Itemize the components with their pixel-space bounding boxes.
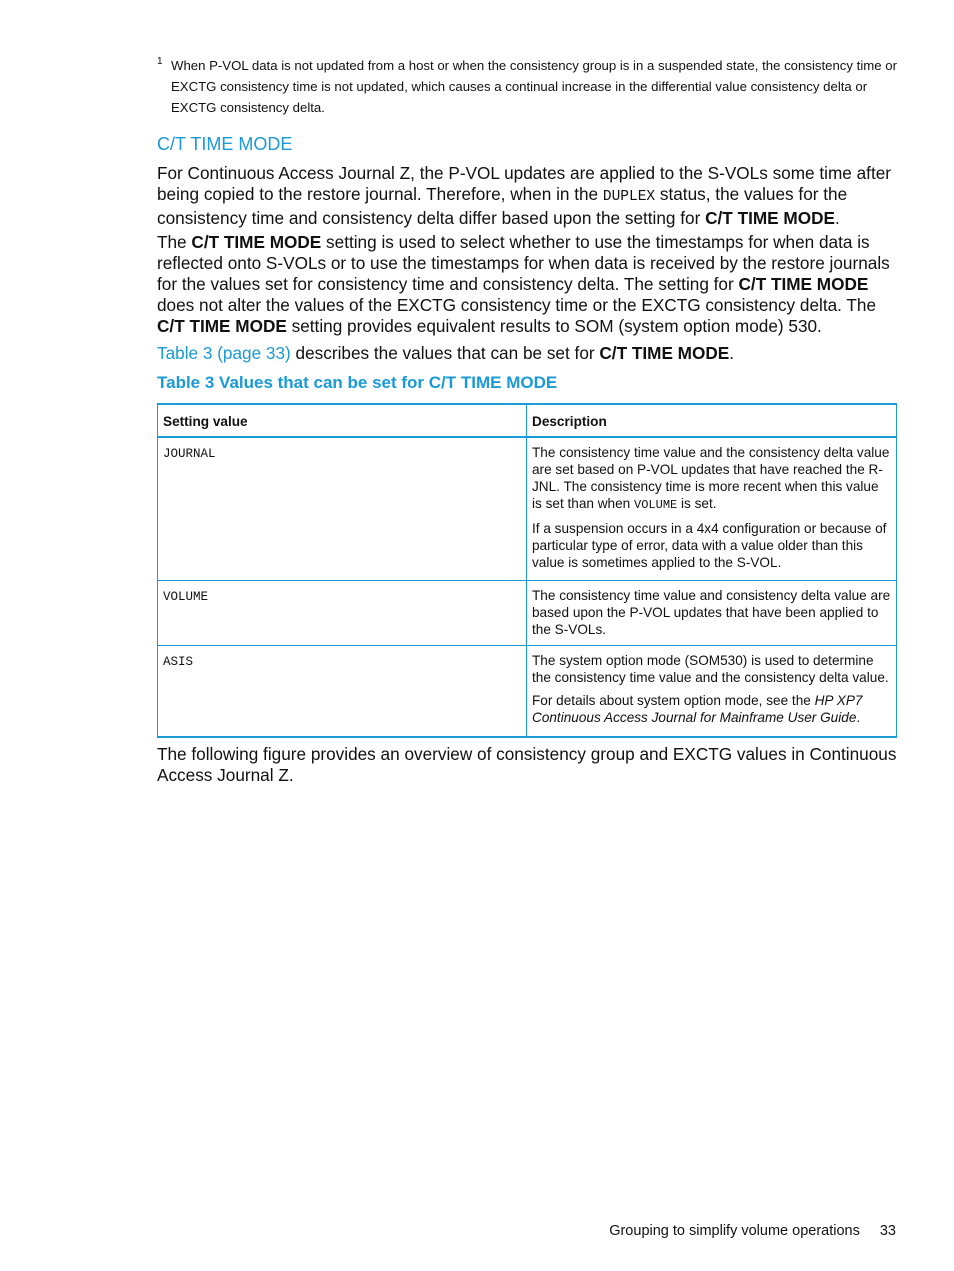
- paragraph-intro: [157, 163, 899, 229]
- footnote-text: When P-VOL data is not updated from a host or when the consistency group is in a suspended state, the consistency time or EXCTG consistency time is not updated, which causes a continual increase in the differential value consistency delta or EXCTG consistency delta.: [171, 58, 897, 115]
- text-run: For Continuous Access Journal Z, the P-VOL updates are applied to the S-VOLs some time after being copied to the restore journal. Therefore, when in the: [157, 163, 892, 204]
- ui-term: C/T TIME MODE: [738, 274, 869, 294]
- footnote-marker: 1: [157, 56, 163, 67]
- setting-volume: VOLUME: [158, 581, 527, 645]
- description-paragraph: If a suspension occurs in a 4x4 configuration or because of particular type of error, data with a value older than this value is sometimes applied to the S-VOL.: [532, 521, 887, 570]
- table-header-row: [158, 405, 896, 437]
- footer-section-title: Grouping to simplify volume operations: [609, 1223, 860, 1239]
- table-row: [158, 437, 896, 580]
- ui-term: C/T TIME MODE: [705, 208, 835, 228]
- setting-asis: ASIS: [158, 646, 527, 736]
- table-link[interactable]: Table 3 (page 33): [157, 343, 291, 363]
- description-cell: [527, 581, 896, 645]
- description-paragraph: [532, 692, 891, 726]
- text-run: does not alter the values of the EXCTG consistency time or the EXCTG consistency delta. The: [157, 295, 877, 315]
- guide-title: HP XP7 Continuous Access Journal for Mainframe User Guide: [532, 693, 863, 725]
- code-duplex: DUPLEX: [602, 189, 656, 205]
- values-table: [157, 403, 897, 738]
- table-row: [158, 580, 896, 645]
- code-volume: VOLUME: [634, 498, 678, 512]
- text-run: describes the values that can be set for: [290, 343, 600, 363]
- paragraph-table-ref: [157, 343, 899, 364]
- description-cell: [527, 646, 896, 736]
- paragraph-setting: [157, 232, 899, 337]
- header-setting-value: Setting value: [158, 405, 527, 436]
- footnote: [157, 55, 897, 118]
- paragraph-figure-intro: The following figure provides an overview of consistency group and EXCTG values in Continuous Access Journal Z.: [157, 744, 897, 785]
- header-description: Description: [532, 414, 607, 429]
- description-paragraph: The consistency time value and consistency delta value are based upon the P-VOL updates that have been applied to the S-VOLs.: [532, 588, 891, 637]
- section-title: C/T TIME MODE: [157, 134, 293, 154]
- text-run: is set.: [677, 496, 717, 511]
- text-run: setting is used to select whether to use the timestamps for when data is reflected onto S-VOLs or to use the timestamps for when data is received by the restore journals for the values set for consistency time and consistency delta. The setting for: [157, 232, 890, 294]
- table-caption: Table 3 Values that can be set for C/T TIME MODE: [157, 373, 558, 392]
- ui-term: C/T TIME MODE: [157, 316, 287, 336]
- ui-term: C/T TIME MODE: [191, 232, 322, 252]
- ui-term: C/T TIME MODE: [599, 343, 730, 363]
- text-run: status, the values for the consistency time and consistency delta differ based upon the setting for: [157, 184, 848, 228]
- text-run: .: [834, 208, 840, 228]
- text-run: The consistency time value and the consistency delta value are set based on P-VOL updates that have reached the R-JNL. The consistency time is more recent when this value is set than when: [532, 445, 890, 511]
- text-run: For details about system option mode, see the: [532, 693, 815, 708]
- table-row: [158, 645, 896, 736]
- text-run: .: [856, 710, 861, 725]
- setting-journal: JOURNAL: [158, 438, 527, 580]
- text-run: .: [729, 343, 735, 363]
- description-paragraph: The system option mode (SOM530) is used to determine the consistency time value and the consistency delta value.: [532, 653, 889, 685]
- page-footer: [609, 1223, 896, 1239]
- page-number: 33: [879, 1223, 896, 1239]
- description-paragraph: [532, 444, 891, 514]
- text-run: The: [157, 232, 192, 252]
- text-run: setting provides equivalent results to SOM (system option mode) 530.: [286, 316, 822, 336]
- description-cell: [527, 438, 896, 580]
